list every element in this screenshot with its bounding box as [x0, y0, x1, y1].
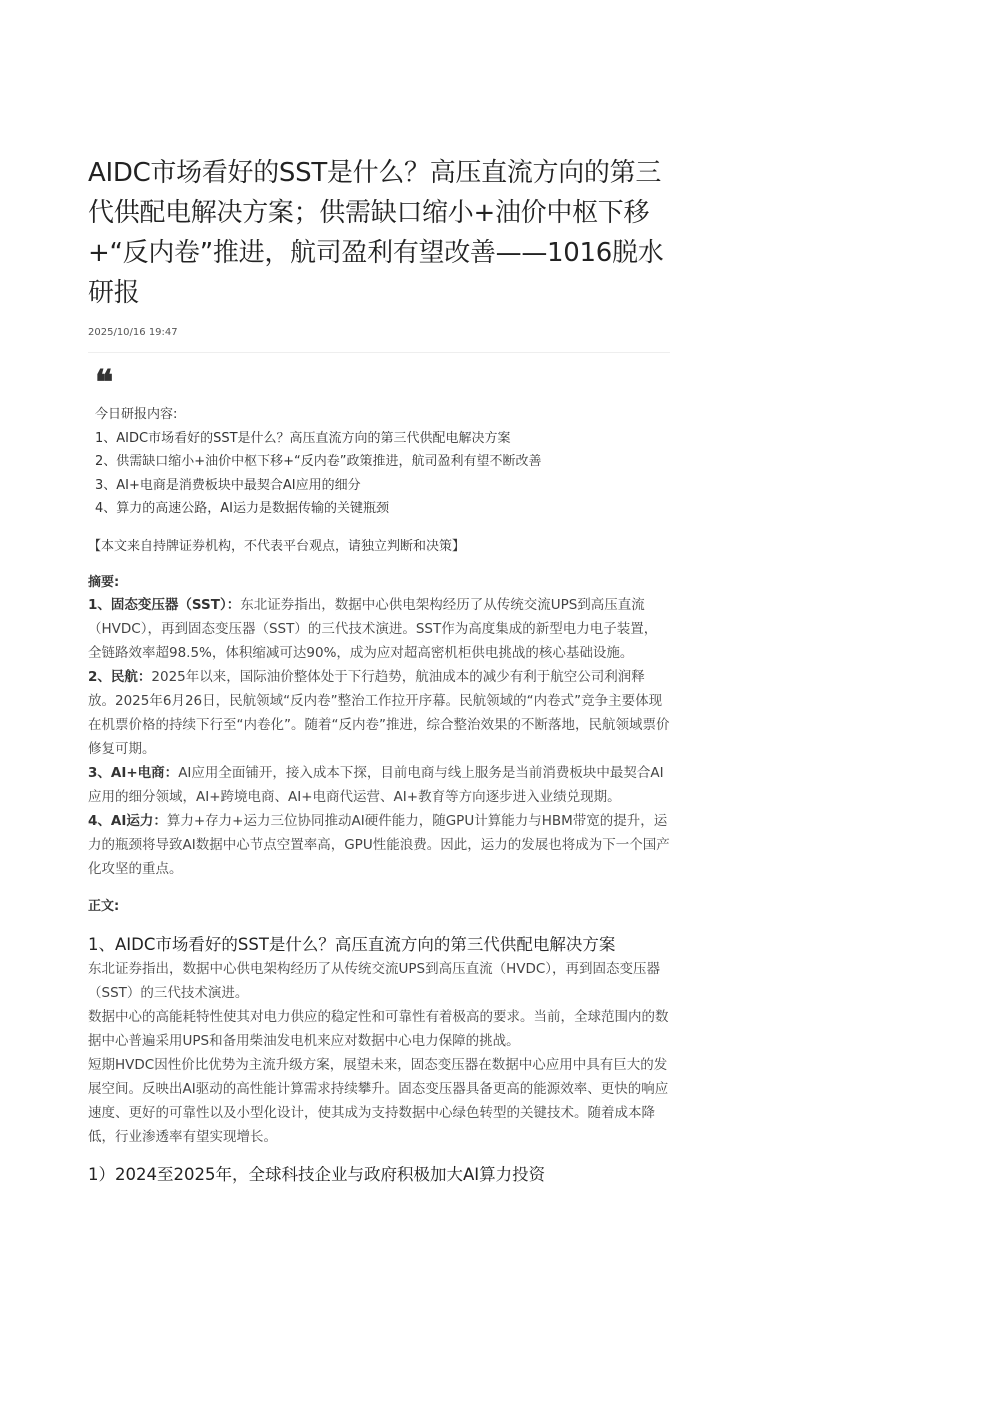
quote-intro: 今日研报内容:	[95, 407, 178, 422]
summary-item-label: 1、固态变压器（SST）：	[88, 596, 241, 613]
quote-item: 3、AI+电商是消费板块中最契合AI应用的细分	[95, 477, 361, 493]
summary-item	[88, 665, 670, 761]
sub-heading: 1）2024至2025年，全球科技企业与政府积极加大AI算力投资	[88, 1164, 546, 1184]
quote-item: 1、AIDC市场看好的SST是什么？高压直流方向的第三代供配电解决方案	[95, 430, 511, 446]
publish-date: 2025/10/16 19:47	[88, 327, 178, 338]
quote-item: 2、供需缺口缩小+油价中枢下移+“反内卷”政策推进，航司盈利有望不断改善	[95, 454, 542, 469]
summary-item-label: 2、民航：	[88, 668, 152, 685]
body-label: 正文:	[88, 898, 120, 914]
summary-item-text: 2025年以来，国际油价整体处于下行趋势，航油成本的减少有利于航空公司利润释放。2025年6月26日，民航领域“反内卷”整治工作拉开序幕。民航领域的“内卷式”竞争主要体现在机票价格的持续下行至“内卷化”。随着“反内卷”推进，综合整治效果的不断落地，民航领域票价修复可期。	[88, 668, 670, 757]
quote-icon: ❝	[95, 363, 110, 403]
body-paragraph: 东北证券指出，数据中心供电架构经历了从传统交流UPS到高压直流（HVDC），再到固态变压器（SST）的三代技术演进。	[88, 960, 661, 1001]
summary-item-label: 4、AI运力：	[88, 812, 167, 829]
disclaimer: 【本文来自持牌证券机构，不代表平台观点，请独立判断和决策】	[88, 538, 466, 554]
section-heading: 1、AIDC市场看好的SST是什么？高压直流方向的第三代供配电解决方案	[88, 934, 616, 954]
body-paragraph: 数据中心的高能耗特性使其对电力供应的稳定性和可靠性有着极高的要求。当前，全球范围内的数据中心普遍采用UPS和备用柴油发电机来应对数据中心电力保障的挑战。	[88, 1008, 669, 1049]
summary-item	[88, 809, 670, 881]
summary-item-text: AI应用全面铺开，接入成本下探，目前电商与线上服务是当前消费板块中最契合AI应用的细分领域，AI+跨境电商、AI+电商代运营、AI+教育等方向逐步进入业绩兑现期。	[88, 764, 664, 805]
summary-item-text: 东北证券指出，数据中心供电架构经历了从传统交流UPS到高压直流（HVDC），再到固态变压器（SST）的三代技术演进。SST作为高度集成的新型电力电子装置，全链路效率超98.5%，体积缩减可达90%，成为应对超高密机柜供电挑战的核心基础设施。	[88, 596, 658, 661]
body-paragraph: 短期HVDC因性价比优势为主流升级方案，展望未来，固态变压器在数据中心应用中具有巨大的发展空间。反映出AI驱动的高性能计算需求持续攀升。固态变压器具备更高的能源效率、更快的响应速度、更好的可靠性以及小型化设计，使其成为支持数据中心绿色转型的关键技术。随着成本降低，行业渗透率有望实现增长。	[88, 1056, 669, 1145]
summary-item	[88, 761, 670, 809]
quote-block	[88, 363, 670, 521]
quote-item: 4、算力的高速公路，AI运力是数据传输的关键瓶颈	[95, 501, 389, 516]
summary-item-label: 3、AI+电商：	[88, 764, 179, 781]
divider	[88, 352, 670, 353]
summary-label: 摘要:	[88, 574, 120, 590]
summary-item	[88, 593, 670, 665]
article	[88, 153, 670, 1187]
summary-item-text: 算力+存力+运力三位协同推动AI硬件能力，随GPU计算能力与HBM带宽的提升，运力的瓶颈将导致AI数据中心节点空置率高，GPU性能浪费。因此，运力的发展也将成为下一个国产化攻坚的重点。	[88, 812, 670, 877]
article-title: AIDC市场看好的SST是什么？高压直流方向的第三代供配电解决方案；供需缺口缩小+油价中枢下移+“反内卷”推进，航司盈利有望改善——1016脱水研报	[88, 158, 664, 308]
